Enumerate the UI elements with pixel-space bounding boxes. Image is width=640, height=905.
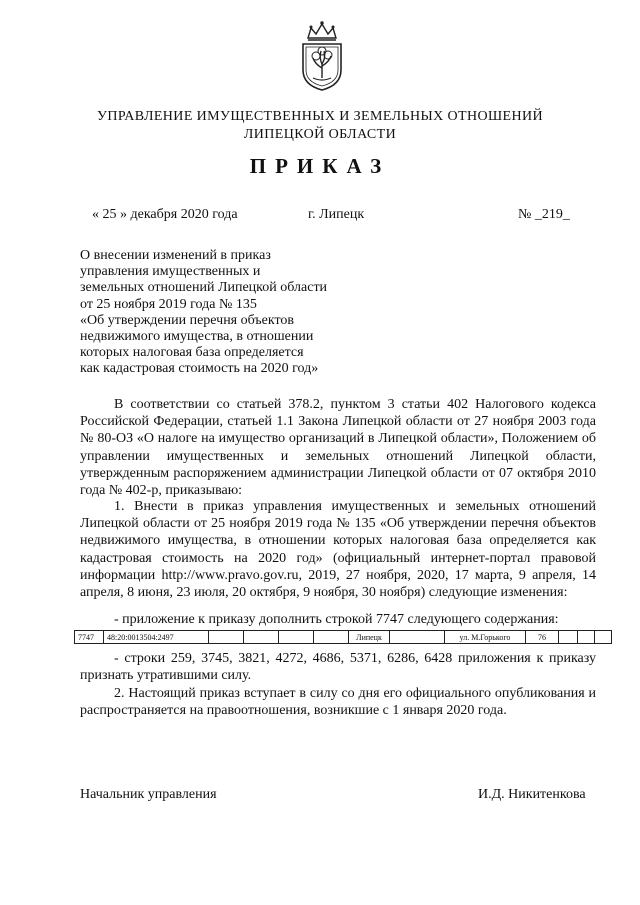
table-cell-house: 76 [526,631,559,644]
appended-row-table [74,630,612,644]
table-cell-row-number: 7747 [75,631,104,644]
agency-name-line1: УПРАВЛЕНИЕ ИМУЩЕСТВЕННЫХ И ЗЕМЕЛЬНЫХ ОТНОШЕНИЙ [97,109,543,124]
document-subject [80,248,400,378]
repeal-rows-paragraph: - строки 259, 3745, 3821, 4272, 4686, 5371, 6286, 6428 приложения к приказу признать утратившими силу. [80,651,596,684]
coat-of-arms-icon [299,20,345,92]
agency-name-line2: ЛИПЕЦКОЙ ОБЛАСТИ [243,127,397,142]
table-cell [578,631,595,644]
subject-line: которых налоговая база определяется [80,345,304,361]
table-row [75,631,612,644]
append-row-paragraph: - приложение к приказу дополнить строкой 7747 следующего содержания: [114,612,559,627]
table-cell-street: ул. М.Горького [445,631,526,644]
subject-line: О внесении изменений в приказ [80,248,271,263]
subject-line: управления имущественных и [80,264,261,280]
subject-line: как кадастровая стоимость на 2020 год» [80,361,319,377]
table-cell [559,631,578,644]
subject-line: от 25 ноября 2019 года № 135 [80,296,257,312]
table-cell [314,631,349,644]
subject-line: недвижимого имущества, в отношении [80,329,314,345]
preamble-paragraph: В соответствии со статьей 378.2, пунктом 3 статьи 402 Налогового кодекса Российской Федерации, статьей 1.1 Закона Липецкой области от 27 ноября 2003 года № 80-ОЗ «О налоге на имущество организаций в Липецкой области», Положением об управлении имущественных и земельных отношений Липецкой области, утвержденным распоряжением администрации Липецкой области от 07 октября 2010 года № 402-р, приказываю: [80,397,596,499]
table-cell [390,631,445,644]
document-date: « 25 » декабря 2020 года [92,207,238,222]
table-cell-city: Липецк [349,631,390,644]
table-cell-cadastral-number: 48:20:0013504:2497 [104,631,209,644]
clause-2-paragraph: 2. Настоящий приказ вступает в силу со дня его официального опубликования и распространяется на правоотношения, возникшие с 1 января 2020 года. [80,686,596,719]
table-cell [209,631,244,644]
table-cell [244,631,279,644]
document-city: г. Липецк [308,207,365,222]
subject-line: «Об утверждении перечня объектов [80,312,295,328]
document-number: № _219_ [518,207,570,222]
table-cell [595,631,612,644]
signatory-position: Начальник управления [80,787,217,802]
subject-line: земельных отношений Липецкой области [80,280,328,296]
clause-1-paragraph: 1. Внести в приказ управления имущественных и земельных отношений Липецкой области от 25 ноября 2019 года № 135 «Об утверждении перечня объектов недвижимого имущества, в отношении которых налоговая база определяется как кадастровая стоимость на 2020 год» (официальный интернет-портал правовой информации http://www.pravo.gov.ru, 2019, 27 ноября, 2020, 17 марта, 9 апреля, 14 апреля, 8 июня, 23 июля, 20 октября, 9 ноября, 30 ноября) следующие изменения: [80,499,596,601]
document-type-title: ПРИКАЗ [249,154,391,178]
signatory-name: И.Д. Никитенкова [478,787,586,802]
table-cell [279,631,314,644]
